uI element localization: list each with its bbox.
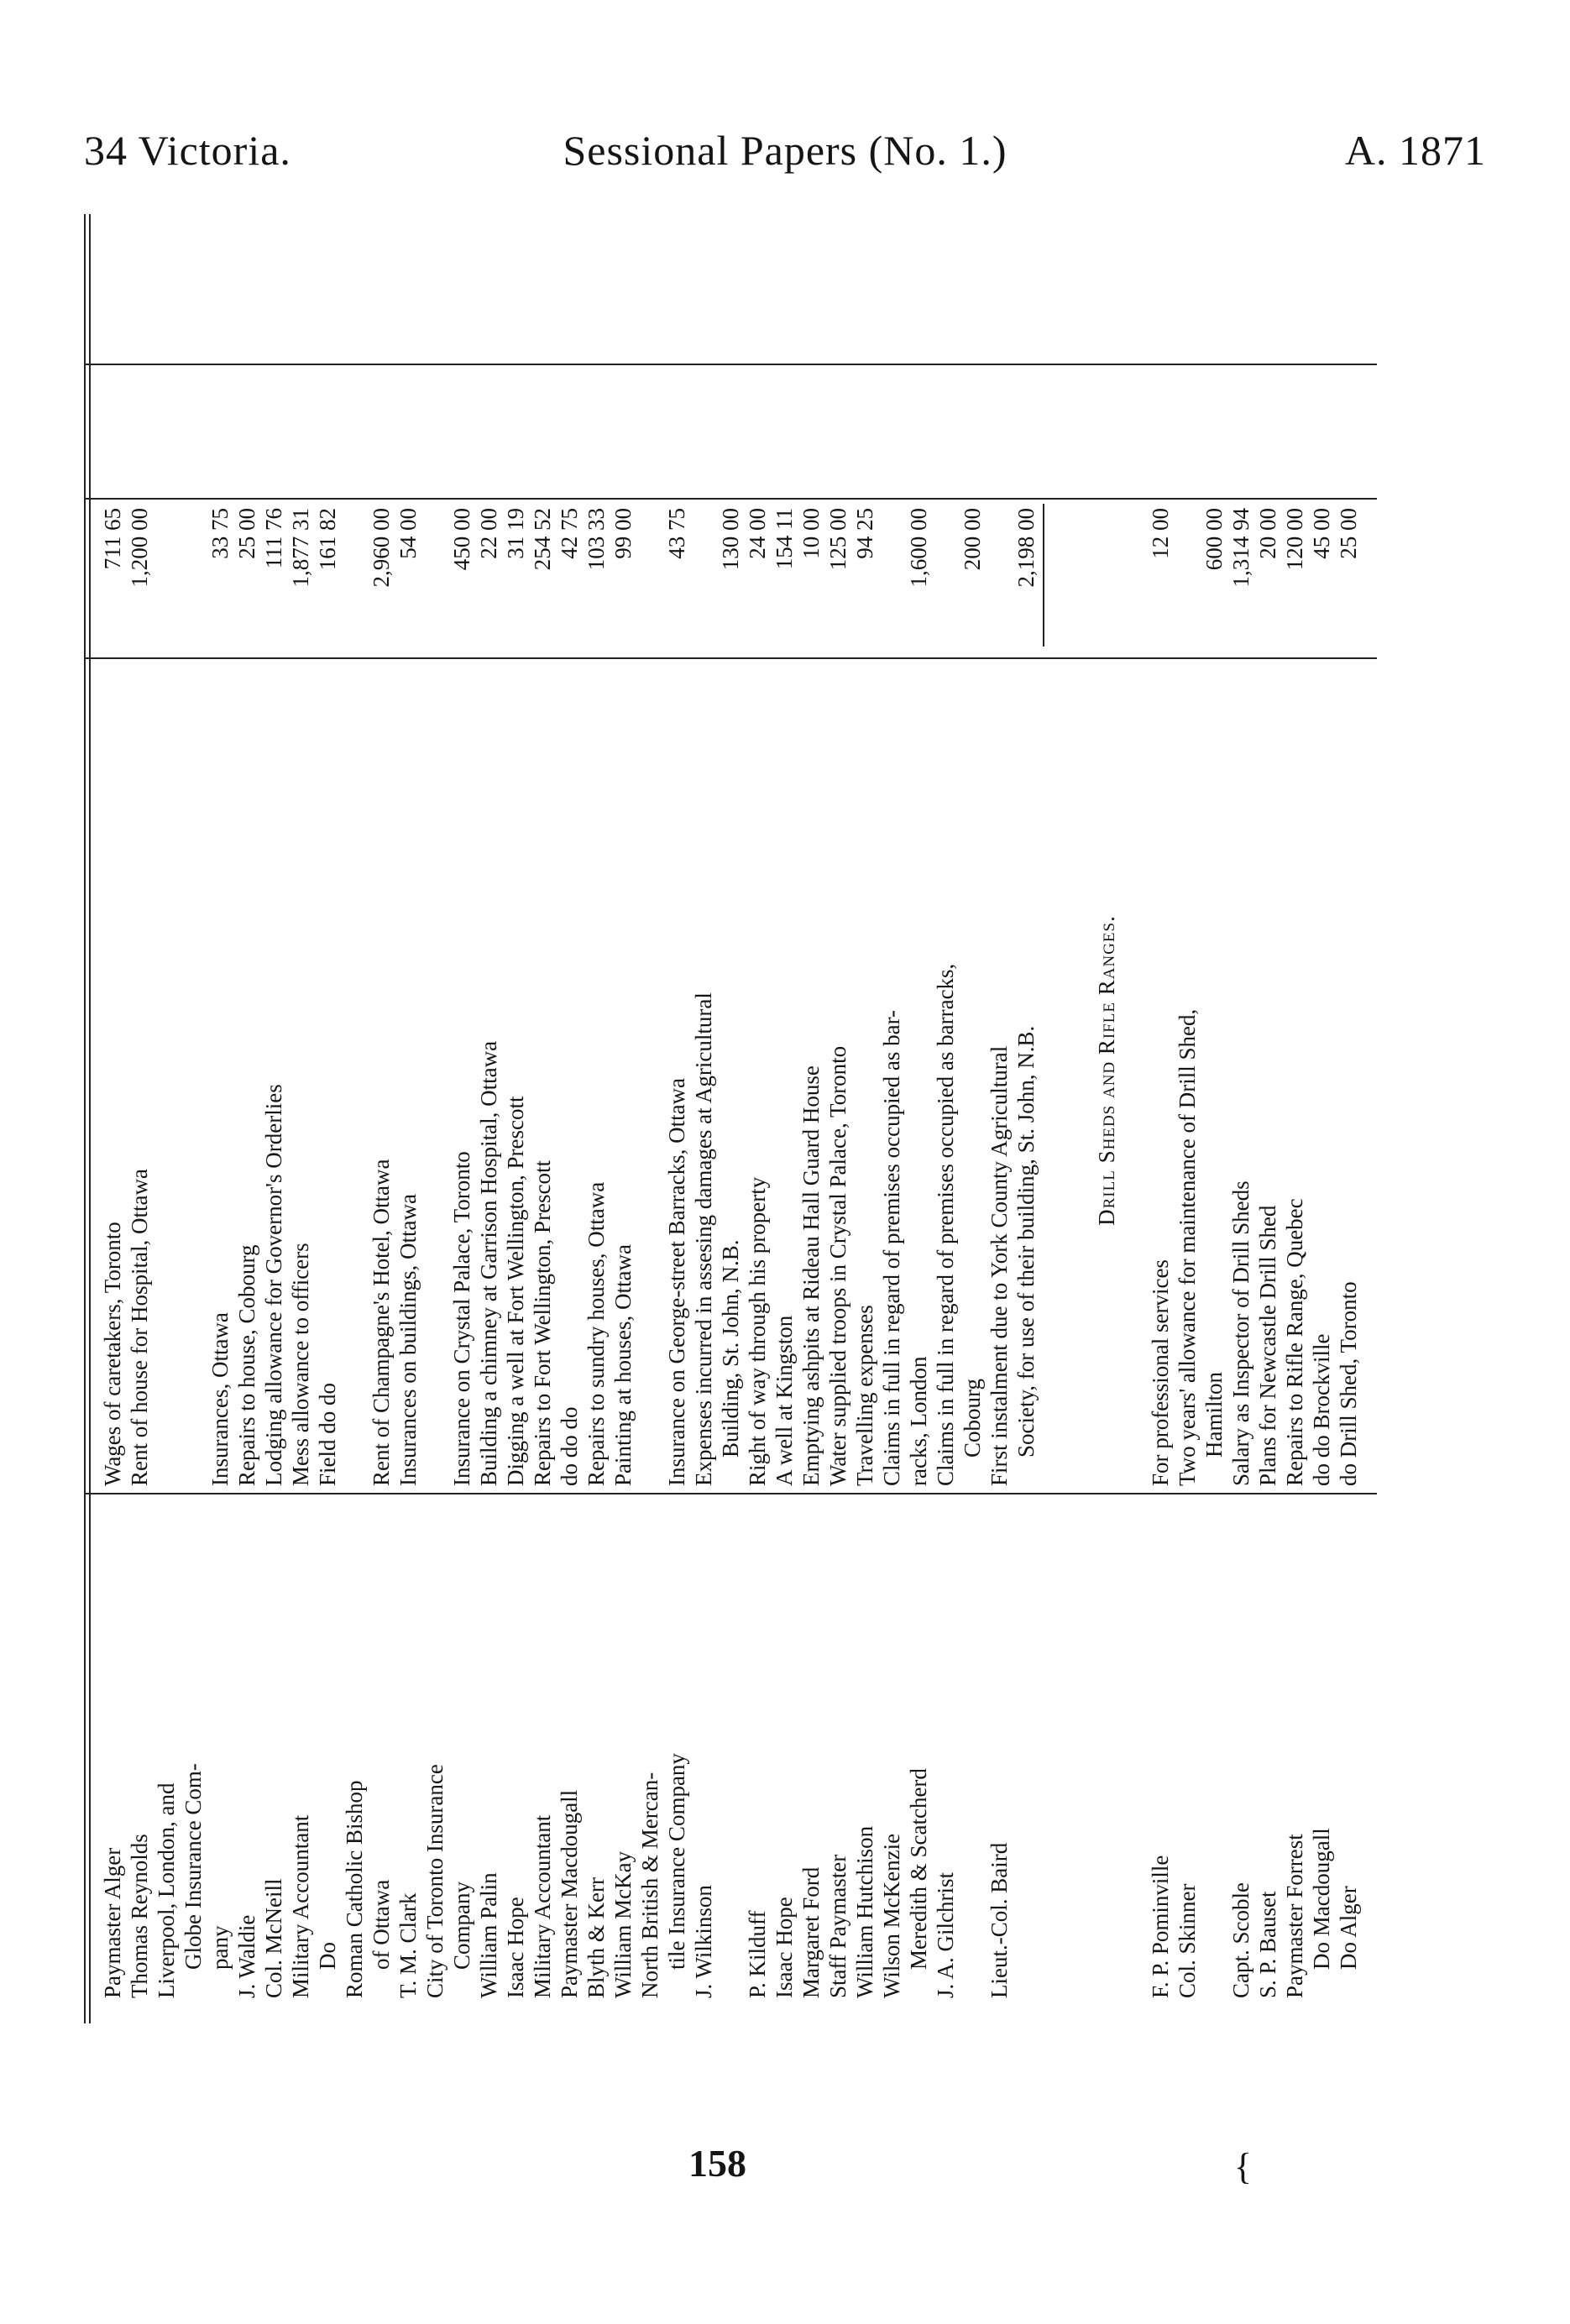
payee-name: F. P. Pominville [1148, 1855, 1173, 1998]
payee-name: William McKay [610, 1850, 636, 1998]
table-row [932, 214, 959, 2023]
expense-description: Building a chimney at Garrison Hospital, Ottawa [476, 1040, 501, 1486]
page-header [84, 126, 1486, 185]
table-row [1335, 214, 1362, 2023]
expense-description: Mess allowance to officers [288, 1243, 313, 1486]
table-row [287, 214, 314, 2023]
table-row [556, 214, 583, 2023]
expense-amount: 103 33 [584, 508, 609, 571]
table-row [1013, 214, 1039, 2023]
expense-description: Cobourg [960, 1378, 985, 1458]
payee-name: Do Macdougall [1309, 1828, 1334, 1970]
expense-description: Society, for use of their building, St. John, N.B. [1013, 1025, 1039, 1458]
table-row [690, 214, 717, 2023]
expense-description: Painting at houses, Ottawa [610, 1244, 636, 1486]
payee-name: tile Insurance Company [664, 1753, 689, 1970]
expense-description: Wages of caretakers, Toronto [100, 1222, 125, 1486]
expense-description: Repairs to sundry houses, Ottawa [584, 1181, 609, 1486]
table-row [1254, 214, 1281, 2023]
payee-name: Thomas Reynolds [127, 1834, 152, 1998]
payee-name: Military Accountant [530, 1814, 555, 1998]
expense-amount: 10 00 [798, 508, 824, 559]
table-row [771, 214, 798, 2023]
table-row [851, 214, 878, 2023]
table-row [905, 214, 932, 2023]
expense-description: First instalment due to York County Agricultural [986, 1045, 1012, 1486]
page-number: 158 [688, 2142, 746, 2185]
header-title: Sessional Papers (No. 1.) [563, 127, 1007, 174]
payee-name: Globe Insurance Com- [181, 1763, 206, 1970]
payee-name: William Hutchison [852, 1825, 877, 1998]
table-row [636, 214, 663, 2023]
expense-amount: 154 11 [772, 508, 797, 570]
expense-amount: 130 00 [718, 508, 743, 571]
expense-amount: 600 00 [1201, 508, 1227, 571]
payee-name: Lieut.-Col. Baird [986, 1842, 1012, 1998]
payee-name: Col. Skinner [1175, 1883, 1200, 1998]
payee-name: J. Wilkinson [691, 1885, 716, 1998]
table-row [421, 214, 448, 2023]
payee-name: Margaret Ford [798, 1866, 824, 1998]
expense-amount: 43 75 [664, 508, 689, 559]
table-row [180, 214, 207, 2023]
table-row [1174, 214, 1201, 2023]
payee-name: Meredith & Scatcherd [906, 1768, 931, 1970]
payee-name: Do [315, 1942, 340, 1970]
table-row [448, 214, 475, 2023]
header-session: 34 Victoria. [84, 127, 291, 174]
payee-name: of Ottawa [369, 1879, 394, 1970]
payee-name: Blyth & Kerr [584, 1877, 609, 1998]
table-row [126, 214, 153, 2023]
expense-amount: 120 00 [1282, 508, 1307, 571]
expense-amount: 25 00 [1336, 508, 1361, 559]
payee-name: Liverpool, London, and [154, 1782, 179, 1998]
table-row [502, 214, 529, 2023]
table-rows [84, 214, 1377, 2023]
expense-amount: 1,600 00 [906, 508, 931, 588]
table-row [341, 214, 368, 2023]
payee-name: J. A. Gilchrist [933, 1871, 958, 1998]
table-row [744, 214, 771, 2023]
table-row [1227, 214, 1254, 2023]
expense-amount: 161 82 [315, 508, 340, 571]
expense-amount: 2,960 00 [369, 508, 394, 588]
expense-description: Rent of Champagne's Hotel, Ottawa [369, 1159, 394, 1486]
expense-description: Claims in full in regard of premises occupied as barracks, [933, 963, 958, 1486]
payee-name: pany [207, 1925, 233, 1970]
expense-amount: 45 00 [1309, 508, 1334, 559]
expense-description: For professional services [1148, 1259, 1173, 1486]
expense-amount: 111 76 [261, 508, 286, 569]
expense-amount: 12 00 [1148, 508, 1173, 559]
table-row [99, 214, 126, 2023]
expenditure-table [84, 214, 1377, 2023]
payee-name: Do Alger [1336, 1886, 1361, 1970]
expense-amount: 254 52 [530, 508, 555, 571]
expense-description: Insurances on buildings, Ottawa [395, 1194, 421, 1486]
expense-amount: 31 19 [503, 508, 528, 559]
expense-description: Insurance on George-street Barracks, Ottawa [664, 1077, 689, 1486]
expense-amount: 42 75 [557, 508, 582, 559]
expense-description: Insurance on Crystal Palace, Toronto [449, 1151, 474, 1486]
expense-description: Water supplied troops in Crystal Palace, Toronto [825, 1045, 850, 1486]
expense-amount: 94 25 [852, 508, 877, 559]
footer-mark: { [1234, 2146, 1253, 2187]
table-row [314, 214, 341, 2023]
expense-description: do do do [557, 1406, 582, 1486]
expense-amount: 200 00 [960, 508, 985, 571]
payee-name: T. M. Clark [395, 1892, 421, 1998]
table-row [610, 214, 636, 2023]
table-row [395, 214, 421, 2023]
expense-amount: 33 75 [207, 508, 233, 559]
payee-name: William Palin [476, 1872, 501, 1998]
payee-name: Capt. Scoble [1228, 1882, 1253, 1998]
expense-description: Emptying ashpits at Rideau Hall Guard House [798, 1065, 824, 1486]
payee-name: City of Toronto Insurance [422, 1764, 447, 1998]
payee-name: Staff Paymaster [825, 1854, 850, 1998]
expense-description: Repairs to house, Cobourg [234, 1244, 259, 1486]
expense-amount: 1,200 00 [127, 508, 152, 588]
table-row [663, 214, 690, 2023]
payee-name: Paymaster Forrest [1282, 1834, 1307, 1998]
expense-amount: 22 00 [476, 508, 501, 559]
table-row [959, 214, 986, 2023]
payee-name: Company [449, 1882, 474, 1970]
expense-description: Lodging allowance for Governor's Orderlies [261, 1084, 286, 1486]
table-row [260, 214, 287, 2023]
payee-name: Col. McNeill [261, 1878, 286, 1998]
expense-description: Repairs to Fort Wellington, Prescott [530, 1159, 555, 1486]
payee-name: Military Accountant [288, 1814, 313, 1998]
expense-description: Repairs to Rifle Range, Quebec [1282, 1198, 1307, 1486]
expense-description: do do Brockville [1309, 1333, 1334, 1486]
payee-name: Paymaster Macdougall [557, 1789, 582, 1998]
rotated-table-region [84, 214, 1377, 2023]
expense-amount: 2,198 00 [1013, 508, 1039, 588]
table-row [1308, 214, 1335, 2023]
payee-name: J. Waldie [234, 1914, 259, 1998]
expense-amount: 711 65 [100, 508, 125, 570]
expense-amount: 1,314 94 [1228, 508, 1253, 588]
table-row [475, 214, 502, 2023]
expense-description: Building, St. John, N.B. [718, 1239, 743, 1458]
table-row [717, 214, 744, 2023]
expense-description: racks, London [906, 1356, 931, 1486]
expense-description: Claims in full in regard of premises occupied as bar- [879, 1009, 904, 1486]
table-row [798, 214, 824, 2023]
payee-name: Paymaster Alger [100, 1847, 125, 1998]
expense-description: Digging a well at Fort Wellington, Prescott [503, 1096, 528, 1486]
table-row [986, 214, 1013, 2023]
expense-description: Field do do [315, 1382, 340, 1486]
expense-description: Salary as Inspector of Drill Sheds [1228, 1180, 1253, 1486]
expense-amount: 54 00 [395, 508, 421, 559]
table-row [529, 214, 556, 2023]
payee-name: S. P. Bauset [1255, 1891, 1280, 1998]
table-row [878, 214, 905, 2023]
expense-description: Insurances, Ottawa [207, 1312, 233, 1486]
table-row [1147, 214, 1174, 2023]
payee-name: Isaac Hope [772, 1897, 797, 1998]
expense-description: do Drill Shed, Toronto [1336, 1281, 1361, 1486]
expense-amount: 20 00 [1255, 508, 1280, 559]
expense-description: Rent of house for Hospital, Ottawa [127, 1169, 152, 1486]
payee-name: Wilson McKenzie [879, 1833, 904, 1998]
expense-description: A well at Kingston [772, 1315, 797, 1486]
section-title: Drill Sheds and Rifle Ranges. [1094, 915, 1119, 1226]
expense-description: Right of way through his property [745, 1176, 770, 1486]
expense-description: Travelling expenses [852, 1305, 877, 1486]
expense-amount: 1,877 31 [288, 508, 313, 588]
table-row [207, 214, 233, 2023]
expense-amount: 125 00 [825, 508, 850, 571]
payee-name: North British & Mercan- [637, 1772, 662, 1998]
table-row [824, 214, 851, 2023]
payee-name: P. Kilduff [745, 1910, 770, 1998]
table-row [233, 214, 260, 2023]
expense-description: Hamilton [1201, 1372, 1227, 1458]
expense-amount: 24 00 [745, 508, 770, 559]
header-year: A. 1871 [1344, 127, 1486, 174]
table-row [1201, 214, 1227, 2023]
expense-amount: 25 00 [234, 508, 259, 559]
expense-description: Expenses incurred in assesing damages at Agricultural [691, 992, 716, 1486]
expense-description: Two years' allowance for maintenance of Drill Shed, [1175, 1008, 1200, 1486]
expense-amount: 99 00 [610, 508, 636, 559]
expense-amount: 450 00 [449, 508, 474, 571]
table-row [153, 214, 180, 2023]
table-row [583, 214, 610, 2023]
table-row [1281, 214, 1308, 2023]
payee-name: Roman Catholic Bishop [342, 1780, 367, 1998]
expense-description: Plans for Newcastle Drill Shed [1255, 1205, 1280, 1486]
subtotal-rule [1043, 504, 1044, 646]
table-row [368, 214, 395, 2023]
payee-name: Isaac Hope [503, 1897, 528, 1998]
